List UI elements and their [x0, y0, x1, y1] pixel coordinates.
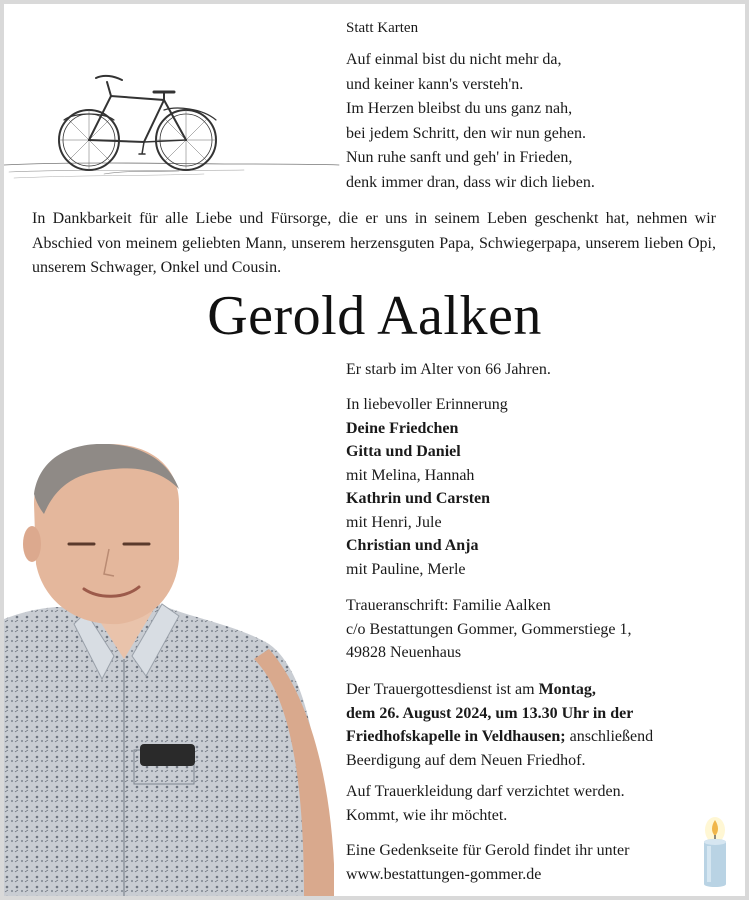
- poem-line: Nun ruhe sanft und geh' in Frieden,: [346, 149, 573, 167]
- service-date: dem 26. August 2024, um 13.30 Uhr in der: [346, 704, 634, 722]
- service-text: anschließend: [565, 728, 654, 745]
- deceased-name: Gerold Aalken: [207, 285, 542, 347]
- poem-line: denk immer dran, dass wir dich lieben.: [346, 173, 595, 191]
- memorial-page: [346, 839, 741, 886]
- memorial-url[interactable]: www.bestattungen-gommer.de: [346, 865, 542, 883]
- candle-icon: [698, 816, 732, 888]
- portrait-photo: [4, 444, 334, 896]
- address-line: 49828 Neuenhaus: [346, 644, 462, 661]
- poem-line: und keiner kann's versteh'n.: [346, 75, 524, 93]
- bicycle-sketch-icon: [4, 62, 344, 192]
- address-line: c/o Bestattungen Gommer, Gommerstiege 1,: [346, 620, 632, 638]
- family-member: Christian und Anja: [346, 537, 479, 554]
- poem-line: Im Herzen bleibst du uns ganz nah,: [346, 100, 573, 118]
- family-member: Deine Friedchen: [346, 419, 459, 437]
- obituary-sheet: [4, 4, 745, 896]
- poem-line: Auf einmal bist du nicht mehr da,: [346, 51, 562, 68]
- mourning-address: [346, 594, 741, 665]
- age-text: Er starb im Alter von 66 Jahren.: [346, 361, 551, 378]
- family-member: mit Pauline, Merle: [346, 560, 466, 578]
- service-info: [346, 678, 741, 772]
- poem-line: bei jedem Schritt, den wir nun gehen.: [346, 124, 586, 142]
- dress-note: [346, 780, 741, 827]
- address-line: Traueranschrift: Familie Aalken: [346, 597, 551, 614]
- family-list: [346, 393, 741, 581]
- family-member: Gitta und Daniel: [346, 443, 461, 460]
- service-day: Montag,: [538, 681, 596, 698]
- family-member: mit Henri, Jule: [346, 513, 442, 531]
- memorial-text: Eine Gedenkseite für Gerold findet ihr unter: [346, 842, 630, 859]
- burial-text: Beerdigung auf dem Neuen Friedhof.: [346, 751, 586, 769]
- family-member: mit Melina, Hannah: [346, 466, 475, 484]
- poem: [346, 48, 595, 196]
- intro-text: In Dankbarkeit für alle Liebe und Fürsorge, die er uns in seinem Leben geschenkt hat, nehmen wir Abschied von meinem geliebten Mann, unserem herzensguten Papa, Schwiegerpapa, unserem lieben Opi, unserem Schwager, Onkel und Cousin.: [32, 210, 716, 276]
- dress-line: Auf Trauerkleidung darf verzichtet werden.: [346, 783, 625, 800]
- statt-karten: Statt Karten: [346, 20, 419, 36]
- dress-line: Kommt, wie ihr möchtet.: [346, 806, 508, 824]
- family-heading: In liebevoller Erinnerung: [346, 396, 508, 413]
- family-member: Kathrin und Carsten: [346, 490, 491, 507]
- service-text: Der Trauergottesdienst ist am: [346, 681, 539, 698]
- service-location: Friedhofskapelle in Veldhausen;: [346, 728, 566, 745]
